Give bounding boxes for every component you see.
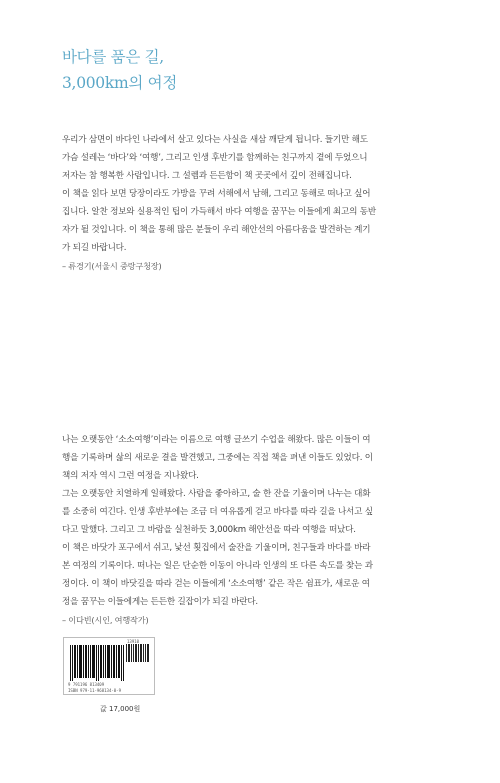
recommendation-review-2 — [62, 431, 447, 629]
review-1-line: 집니다. 알찬 정보와 실용적인 팁이 가득해서 바다 여행을 꿈꾸는 이들에게 최고의 동반 — [62, 207, 376, 217]
review-2-line: 이 책은 바닷가 포구에서 쉬고, 낯선 횟집에서 술잔을 기울이며, 친구들과 바다를 바라 — [62, 543, 371, 553]
review-1-line: 저자는 참 행복한 사람입니다. 그 설렘과 든든함이 책 곳곳에서 깊이 전해집니다. — [62, 171, 352, 181]
review-1-line: 가 되길 바랍니다. — [62, 243, 127, 253]
review-1-line: 가슴 설레는 ‘바다’와 ‘여행’, 그리고 인생 후반기를 함께하는 친구까지 곁에 두었으니 — [62, 153, 368, 163]
review-1-signature: – 류경기(서울시 중랑구청장) — [62, 261, 162, 271]
barcode-addon-code: 13910 — [127, 639, 140, 644]
review-1-line: 이 책을 읽다 보면 당장이라도 가방을 꾸려 서해에서 남해, 그리고 동해로 떠나고 싶어 — [62, 189, 371, 199]
review-2-line: 나는 오랫동안 ‘소소여행’이라는 이름으로 여행 글쓰기 수업을 해왔다. 많은 이들이 여 — [62, 435, 371, 445]
book-price: 값 17,000원 — [100, 705, 141, 713]
barcode-digits: 9 791196 813409 — [68, 682, 105, 687]
review-2-line: 를 소중히 여긴다. 인생 후반부에는 조금 더 여유롭게 걷고 바다를 따라 길을 나서고 싶 — [62, 507, 373, 517]
headline-line-2: 3,000km의 여정 — [62, 74, 178, 92]
review-2-line: 정이다. 이 책이 바닷길을 따라 걷는 이들에게 ‘소소여행’ 같은 작은 쉼표가, 새로운 여 — [62, 579, 370, 589]
cover-headline — [62, 44, 177, 96]
review-2-line: 다고 말했다. 그리고 그 바람을 실천하듯 3,000km 해안선을 따라 여행을 떠났다. — [62, 525, 356, 535]
review-2-line: 행을 기록하며 삶의 새로운 결을 발견했고, 그중에는 직접 책을 펴낸 이들도 있었다. 이 — [62, 453, 373, 463]
review-2-line: 책의 저자 역시 그런 여정을 지나왔다. — [62, 471, 199, 481]
isbn-text: ISBN 979-11-968134-0-9 — [68, 688, 121, 693]
headline-line-1: 바다를 품은 길, — [62, 48, 164, 66]
review-2-signature: – 이다빈(시인, 여행작가) — [62, 615, 149, 625]
review-2-line: 본 여정의 기록이다. 떠나는 일은 단순한 이동이 아니라 인생의 또 다른 속도를 찾는 과 — [62, 561, 373, 571]
recommendation-review-1 — [62, 131, 447, 275]
review-2-line: 그는 오랫동안 치열하게 일해왔다. 사람을 좋아하고, 술 한 잔을 기울이며 나누는 대화 — [62, 489, 371, 499]
review-2-line: 정을 꿈꾸는 이들에게는 든든한 길잡이가 되길 바란다. — [62, 597, 258, 607]
review-1-line: 자가 될 것입니다. 이 책을 통해 많은 분들이 우리 해안선의 아름다움을 발견하는 계기 — [62, 225, 371, 235]
review-1-line: 우리가 삼면이 바다인 나라에서 살고 있다는 사실을 새삼 깨닫게 됩니다. 들기만 해도 — [62, 135, 368, 145]
